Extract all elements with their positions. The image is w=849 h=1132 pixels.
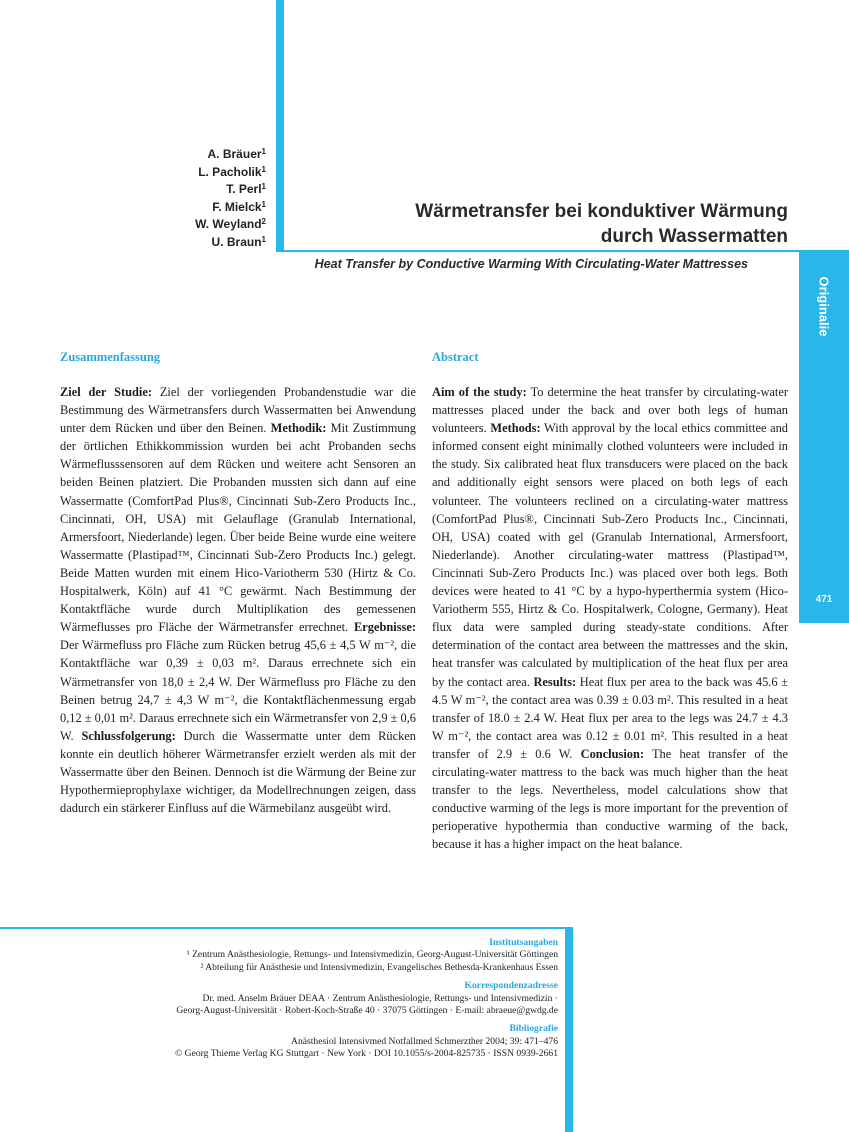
header-rule xyxy=(276,250,849,252)
correspondence-line: Dr. med. Anselm Bräuer DEAA · Zentrum Anästhesiologie, Rettungs- und Intensivmedizin · xyxy=(202,992,558,1004)
author: A. Bräuer$^1$ xyxy=(207,147,266,161)
footer-rule xyxy=(0,927,573,929)
page-number: 471 xyxy=(815,594,833,605)
article-title: Wärmetransfer bei konduktiver Wärmung durch Wassermatten xyxy=(415,201,788,247)
institution-line: ¹ Zentrum Anästhesiologie, Rettungs- und Intensivmedizin, Georg-August-Universität Göttingen xyxy=(186,949,558,961)
article-subtitle: Heat Transfer by Conductive Warming With Circulating-Water Mattresses xyxy=(314,257,748,271)
correspondence-heading: Korrespondenzadresse xyxy=(464,980,558,992)
top-accent-bar xyxy=(276,0,284,251)
section-label-wrapper xyxy=(799,251,849,361)
author: F. Mielck$^1$ xyxy=(212,199,266,214)
abstract-heading: Abstract xyxy=(432,350,479,364)
footer-info xyxy=(40,937,558,1067)
abstract-body: Aim of the study: To determine the heat transfer by circulating-water mattresses placed under the back and over both legs of human volunteers. Methods: With approval by the local ethics committee and informed consent eight minimally clothed volunteers were included in the study. Six calibrated heat flux transducers were placed on the back and additionally eight sensors were placed on both legs of each volunteer. The volunteers reclined on a circulating-water mattress (ComfortPad Plus®, Cincinnati Sub-Zero Products Inc., Cincinnati, OH, USA) coated with gel (Granulab International, Armersfoort, Niederlande). Another circulating-water mattress (Plastipad™, Cincinnati Sub-Zero Products Inc.) was placed over both legs. Both devices were heated to 41 °C by a hypo-hyperthermia system (Hico-Variotherm 555, Hirtz & Co. Hospitalwerk, Cologne, Germany). Heat flux data were sampled during steady-state conditions. After determination of the contact area between the mattresses and the skin, heat transfer was calculated by multiplication of the heat flux per area by the contact area. Results: Heat flux per area to the back was 45.6 ± 4.5 W m⁻², the contact area was 0.39 ± 0.03 m². This resulted in a heat transfer of 18.0 ± 2.4 W. Heat flux per area to the legs was 24.7 ± 4.3 W m⁻², the contact area was 0.12 ± 0.01 m². This resulted in a heat transfer of 2.9 ± 0.6 W. Conclusion: The heat transfer of the circulating-water mattress to the back was much higher than the heat transfer to the legs. Nevertheless, model calculations show that conductive warming of the legs is more important for the prevention of perioperative hypothermia than conductive warming of the back, because it has a higher impact on the heat balance. xyxy=(432,385,788,852)
zusammenfassung-body: Ziel der Studie: Ziel der vorliegenden Probandenstudie war die Bestimmung des Wärmetransfers durch Wassermatten bei Anwendung unter dem Rücken und über den Beinen. Methodik: Mit Zustimmung der örtlichen Ethikkommission wurden bei acht Probanden sechs Wärmeflusssensoren auf dem Rücken und weitere acht Sensoren an beiden Beinen platziert. Die Probanden mussten sich dann auf eine Wassermatte (ComfortPad Plus®, Cincinnati Sub-Zero Products Inc., Cincinnati, OH, USA) mit Gelauflage (Granulab International, Armersfoort, Niederlande) legen. Über beide Beine wurde eine weitere Wassermatte (Plastipad™, Cincinnati Sub-Zero Products Inc.) gelegt. Beide Matten wurden mit einem Hico-Variotherm 530 (Hirtz & Co. Hospitalwerk, Köln) auf 41 °C gewärmt. Nach Bestimmung der Kontaktfläche wurde durch Multiplikation des gemessenen Wärmeflusses pro Fläche der Wärmetransfer errechnet. Ergebnisse: Der Wärmefluss pro Fläche zum Rücken betrug 45,6 ± 4,5 W m⁻², die Kontaktfläche war 0,39 ± 0,03 m². Daraus errechnete sich ein Wärmetransfer von 18,0 ± 2,4 W. Der Wärmefluss pro Fläche zu den Beinen betrug 24,7 ± 4,3 W m⁻², die Kontaktflächenmessung ergab 0,12 ± 0,01 m². Daraus errechnete sich ein Wärmetransfer von 2,9 ± 0,6 W. Schlussfolgerung: Durch die Wassermatte unter dem Rücken konnte ein deutlich höherer Wärmetransfer erzielt werden als mit der Wassermatte über den Beinen. Dennoch ist die Wärmung der Beine zur Hypothermieprophylaxe wichtiger, da Modellrechnungen zeigen, dass dadurch ein stärkerer Einfluss auf die Wärmebilanz ausgeübt wird. xyxy=(60,385,416,816)
institutions-block xyxy=(40,937,558,974)
footer-accent-bar xyxy=(565,927,573,1132)
zusammenfassung-heading: Zusammenfassung xyxy=(60,350,161,364)
bibliography-line: Anästhesiol Intensivmed Notfallmed Schmerzther 2004; 39: 471–476 xyxy=(291,1035,558,1047)
bibliography-block xyxy=(40,1023,558,1060)
correspondence-line: Georg-August-Universität · Robert-Koch-Straße 40 · 37075 Göttingen · E-mail: abraeue@gwdg.de xyxy=(176,1005,558,1017)
bibliography-heading: Bibliografie xyxy=(509,1023,558,1035)
section-label: Originalie xyxy=(816,276,832,336)
correspondence-block xyxy=(40,980,558,1017)
author: U. Braun$^1$ xyxy=(211,234,266,249)
author-list xyxy=(195,146,266,251)
author: L. Pacholik$^1$ xyxy=(198,164,266,179)
author: T. Perl$^1$ xyxy=(226,182,266,196)
institution-line: ² Abteilung für Anästhesie und Intensivmedizin, Evangelisches Bethesda-Krankenhaus Essen xyxy=(200,961,558,973)
bibliography-line: © Georg Thieme Verlag KG Stuttgart · New York · DOI 10.1055/s-2004-825735 · ISSN 0939-2661 xyxy=(174,1048,558,1060)
author: W. Weyland$^2$ xyxy=(195,217,266,231)
institutions-heading: Institutsangaben xyxy=(489,937,558,948)
